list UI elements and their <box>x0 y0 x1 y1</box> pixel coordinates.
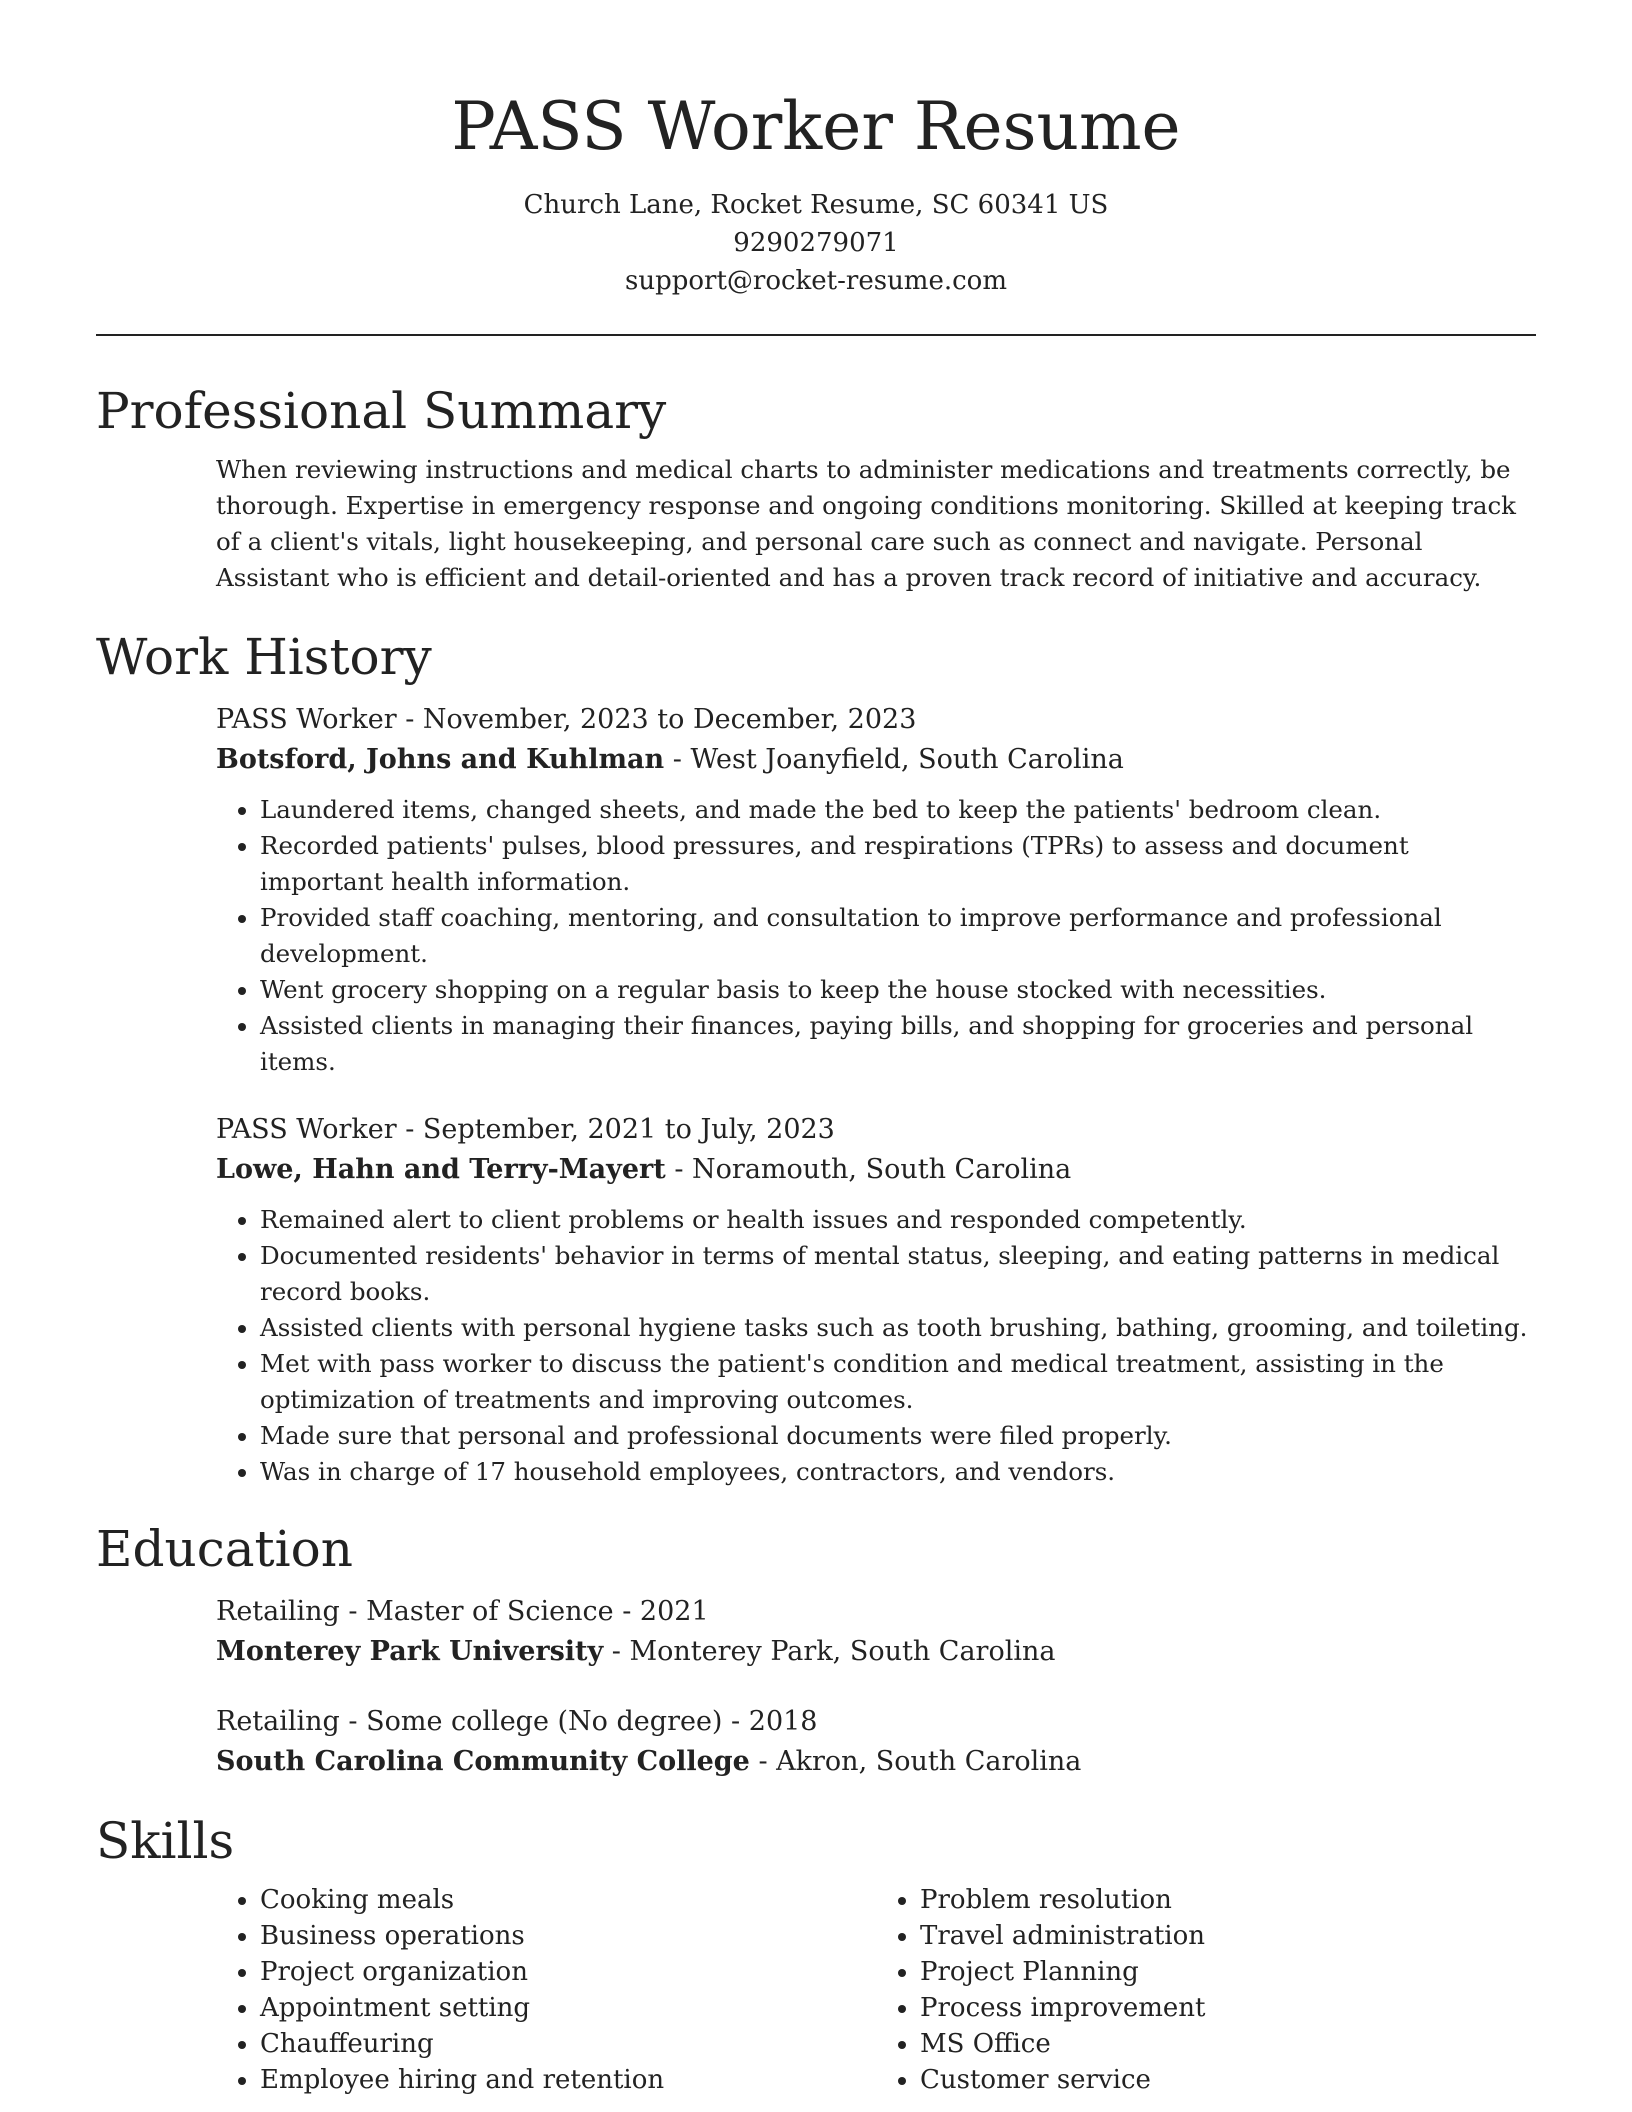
list-item: • Made sure that personal and professional documents were filed properly. <box>260 1418 1536 1454</box>
header-divider <box>96 334 1536 336</box>
job-title: PASS Worker <box>216 704 397 735</box>
list-item: • Remained alert to client problems or health issues and responded competently. <box>260 1202 1536 1238</box>
education-school: Monterey Park University <box>216 1636 604 1667</box>
job-title-line: PASS Worker - September, 2021 to July, 2023 <box>216 1114 835 1145</box>
list-item: • Process improvement <box>920 1990 1536 2026</box>
education-year: 2018 <box>748 1706 818 1737</box>
education-degree: Some college (No degree) <box>366 1706 723 1737</box>
list-item: • Cooking meals <box>260 1882 876 1918</box>
skills-section <box>96 1808 1536 2098</box>
job-location: West Joanyfield, South Carolina <box>690 744 1124 775</box>
education-section <box>96 1516 1536 1782</box>
job-location: Noramouth, South Carolina <box>692 1154 1072 1185</box>
list-item: • Recorded patients' pulses, blood pressures, and respirations (TPRs) to assess and document important health information. <box>260 828 1536 900</box>
contact-email: support@rocket-resume.com <box>624 266 1007 296</box>
list-item: • Project organization <box>260 1954 876 1990</box>
list-item: • MS Office <box>920 2026 1536 2062</box>
job-company: Botsford, Johns and Kuhlman <box>216 744 665 775</box>
education-location: Monterey Park, South Carolina <box>629 1636 1056 1667</box>
education-school-line: Monterey Park University - Monterey Park, South Carolina <box>216 1636 1056 1667</box>
list-item: • Problem resolution <box>920 1882 1536 1918</box>
skills-grid <box>96 1882 1536 2098</box>
education-degree: Master of Science <box>366 1596 614 1627</box>
list-item: • Business operations <box>260 1918 876 1954</box>
job-dates: September, 2021 to July, 2023 <box>422 1114 835 1145</box>
list-item: • Assisted clients with personal hygiene tasks such as tooth brushing, bathing, grooming, and toileting. <box>260 1310 1536 1346</box>
education-year: 2021 <box>639 1596 709 1627</box>
list-item: • Provided staff coaching, mentoring, and consultation to improve performance and professional development. <box>260 900 1536 972</box>
job-bullets <box>216 792 1536 1080</box>
job-entry <box>96 1110 1536 1490</box>
work-history-heading: Work History <box>96 628 432 686</box>
job-title: PASS Worker <box>216 1114 397 1145</box>
education-location: Akron, South Carolina <box>776 1746 1082 1777</box>
job-title-line: PASS Worker - November, 2023 to December, 2023 <box>216 704 917 735</box>
contact-address: Church Lane, Rocket Resume, SC 60341 US <box>523 190 1109 220</box>
job-entry <box>96 700 1536 1080</box>
work-history-section <box>96 624 1536 1490</box>
list-item: • Travel administration <box>920 1918 1536 1954</box>
list-item: • Project Planning <box>920 1954 1536 1990</box>
summary-text: When reviewing instructions and medical charts to administer medications and treatments correctly, be thorough. Expertise in emergency response and ongoing conditions monitoring. Skilled at keeping track of a client's vitals, light housekeeping, and personal care such as connect and navigate. Personal Assistant who is efficient and detail-oriented and has a proven track record of initiative and accuracy. <box>216 455 1517 592</box>
list-item: • Met with pass worker to discuss the patient's condition and medical treatment, assisting in the optimization of treatments and improving outcomes. <box>260 1346 1536 1418</box>
education-school-line: South Carolina Community College - Akron, South Carolina <box>216 1746 1082 1777</box>
job-company: Lowe, Hahn and Terry-Mayert <box>216 1154 666 1185</box>
list-item: • Went grocery shopping on a regular basis to keep the house stocked with necessities. <box>260 972 1536 1008</box>
list-item: • Chauffeuring <box>260 2026 876 2062</box>
list-item: • Laundered items, changed sheets, and made the bed to keep the patients' bedroom clean. <box>260 792 1536 828</box>
education-degree-line: Retailing - Master of Science - 2021 <box>216 1596 709 1627</box>
education-heading: Education <box>96 1520 353 1578</box>
list-item: • Employee hiring and retention <box>260 2062 876 2098</box>
list-item: • Was in charge of 17 household employees, contractors, and vendors. <box>260 1454 1536 1490</box>
contact-phone: 9290279071 <box>733 228 899 258</box>
summary-section <box>96 378 1536 596</box>
education-entry <box>96 1702 1536 1782</box>
education-entry <box>96 1592 1536 1672</box>
resume-header <box>96 0 1536 300</box>
education-field: Retailing <box>216 1706 340 1737</box>
resume-title: PASS Worker Resume <box>451 88 1181 165</box>
summary-heading: Professional Summary <box>96 382 667 440</box>
education-field: Retailing <box>216 1596 340 1627</box>
education-degree-line: Retailing - Some college (No degree) - 2018 <box>216 1706 818 1737</box>
job-company-line: Botsford, Johns and Kuhlman - West Joanyfield, South Carolina <box>216 744 1124 775</box>
job-bullets <box>216 1202 1536 1490</box>
list-item: • Appointment setting <box>260 1990 876 2026</box>
education-school: South Carolina Community College <box>216 1746 750 1777</box>
skills-column-left <box>216 1882 876 2098</box>
skills-heading: Skills <box>96 1812 235 1870</box>
job-dates: November, 2023 to December, 2023 <box>422 704 917 735</box>
job-company-line: Lowe, Hahn and Terry-Mayert - Noramouth, South Carolina <box>216 1154 1072 1185</box>
list-item: • Customer service <box>920 2062 1536 2098</box>
skills-column-right <box>876 1882 1536 2098</box>
list-item: • Documented residents' behavior in terms of mental status, sleeping, and eating patterns in medical record books. <box>260 1238 1536 1310</box>
list-item: • Assisted clients in managing their finances, paying bills, and shopping for groceries and personal items. <box>260 1008 1536 1080</box>
